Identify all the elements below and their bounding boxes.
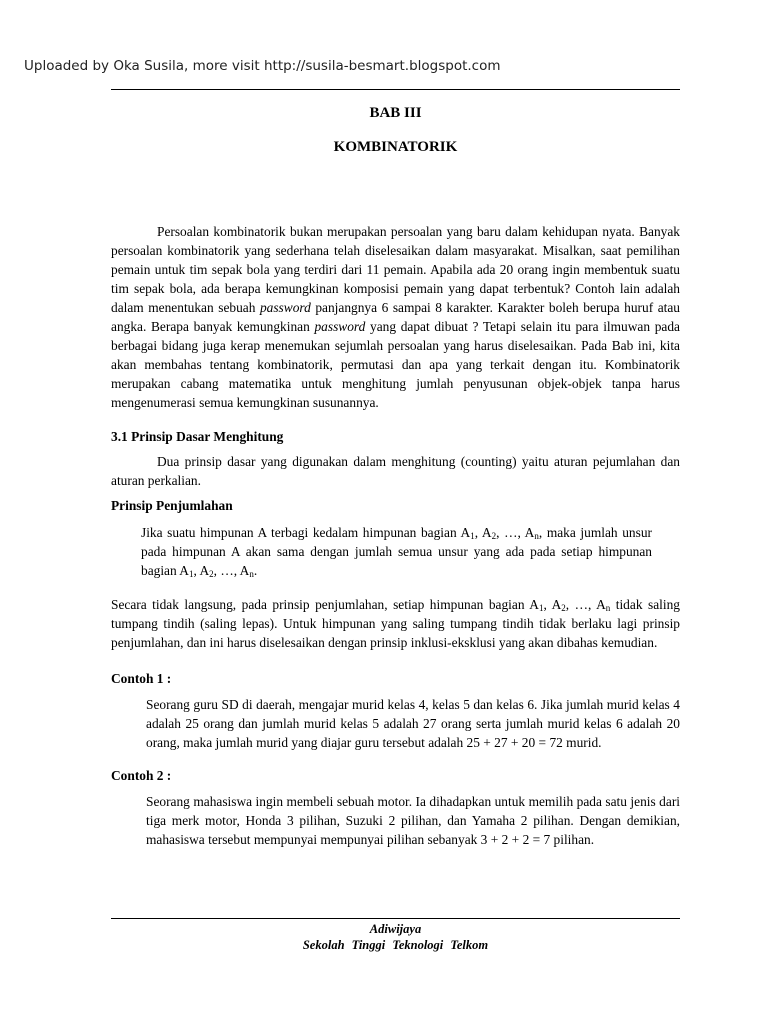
chapter-topic: KOMBINATORIK — [333, 139, 458, 155]
emphasis-password: password — [259, 300, 311, 315]
intro-paragraph: Persoalan kombinatorik bukan merupakan persoalan yang baru dalam kehidupan nyata. Banyak persoalan kombinatorik yang sederhana telah diselesaikan dalam masyarakat. Misalkan, saat pemilihan pemain untuk tim sepak bola yang terdiri dari 11 pemain. Apabila ada 20 orang ingin membentuk suatu tim sepak bola, ada berapa kemungkinan komposisi pemain yang dapat terbentuk? Contoh lain adalah dalam menentukan sebuah password panjangnya 6 sampai 8 karakter. Karakter boleh berupa huruf atau angka. Berapa banyak kemungkinan password yang dapat dibuat ? Tetapi selain itu para ilmuwan pada berbagai bidang juga kerap menemukan sejumlah persoalan yang harus diselesaikan. Pada Bab ini, kita akan membahas tentang kombinatorik, permutasi dan apa yang terkait dengan itu. Kombinatorik merupakan cabang matematika untuk menghitung jumlah penyusunan objek-objek tanpa harus mengenumerasi semua kemungkinan susunannya. — [111, 224, 681, 410]
example-2-text: Seorang mahasiswa ingin membeli sebuah motor. Ia dihadapkan untuk memilih pada satu jenis dari tiga merk motor, Honda 3 pilihan, Suzuki 2 pilihan, dan Yamaha 2 pilihan. Dengan demikian, mahasiswa tersebut mempunyai mempunyai pilihan sebanyak 3 + 2 + 2 = 7 pilihan. — [146, 794, 680, 847]
upload-note: Uploaded by Oka Susila, more visit http://susila-besmart.blogspot.com — [24, 58, 501, 74]
title-block — [111, 105, 680, 156]
footer-rule — [111, 918, 680, 919]
example-1-text: Seorang guru SD di daerah, mengajar murid kelas 4, kelas 5 dan kelas 6. Jika jumlah murid kelas 4 adalah 25 orang dan jumlah murid kelas 5 adalah 27 orang serta jumlah murid kelas 6 adalah 20 orang, maka jumlah murid yang diajar guru tersebut adalah 25 + 27 + 20 = 72 murid. — [146, 697, 680, 750]
emphasis-password: password — [314, 319, 366, 334]
footer-author: Adiwijaya — [369, 922, 422, 936]
section-heading: 3.1 Prinsip Dasar Menghitung — [111, 429, 284, 444]
header-rule — [111, 89, 680, 90]
example-1-heading: Contoh 1 : — [111, 671, 172, 686]
footer-institution: Sekolah Tinggi Teknologi Telkom — [302, 938, 489, 952]
page-footer — [111, 921, 680, 953]
chapter-title: BAB III — [369, 105, 422, 121]
subsection-heading: Prinsip Penjumlahan — [111, 498, 233, 513]
definition-block: Jika suatu himpunan A terbagi kedalam himpunan bagian $A_1$, $A_2$, …, $A_n$, maka jumlah unsur pada himpunan A akan sama dengan jumlah semua unsur yang ada pada setiap himpunan bagian $A_1$, $A_2$, …, $A_n$. — [141, 525, 652, 579]
section-paragraph: Dua prinsip dasar yang digunakan dalam menghitung (counting) yaitu aturan pejumlahan dan aturan perkalian. — [111, 454, 680, 488]
document-body — [111, 222, 680, 849]
principle-note: Secara tidak langsung, pada prinsip penjumlahan, setiap himpunan bagian $A_1$, $A_2$, …, $A_n$ tidak saling tumpang tindih (saling lepas). Untuk himpunan yang saling tumpang tindih tidak berlaku lagi prinsip penjumlahan, dan ini harus diselesaikan dengan prinsip inklusi-eksklusi yang akan dibahas kemudian. — [111, 597, 680, 650]
example-2-heading: Contoh 2 : — [111, 768, 172, 783]
